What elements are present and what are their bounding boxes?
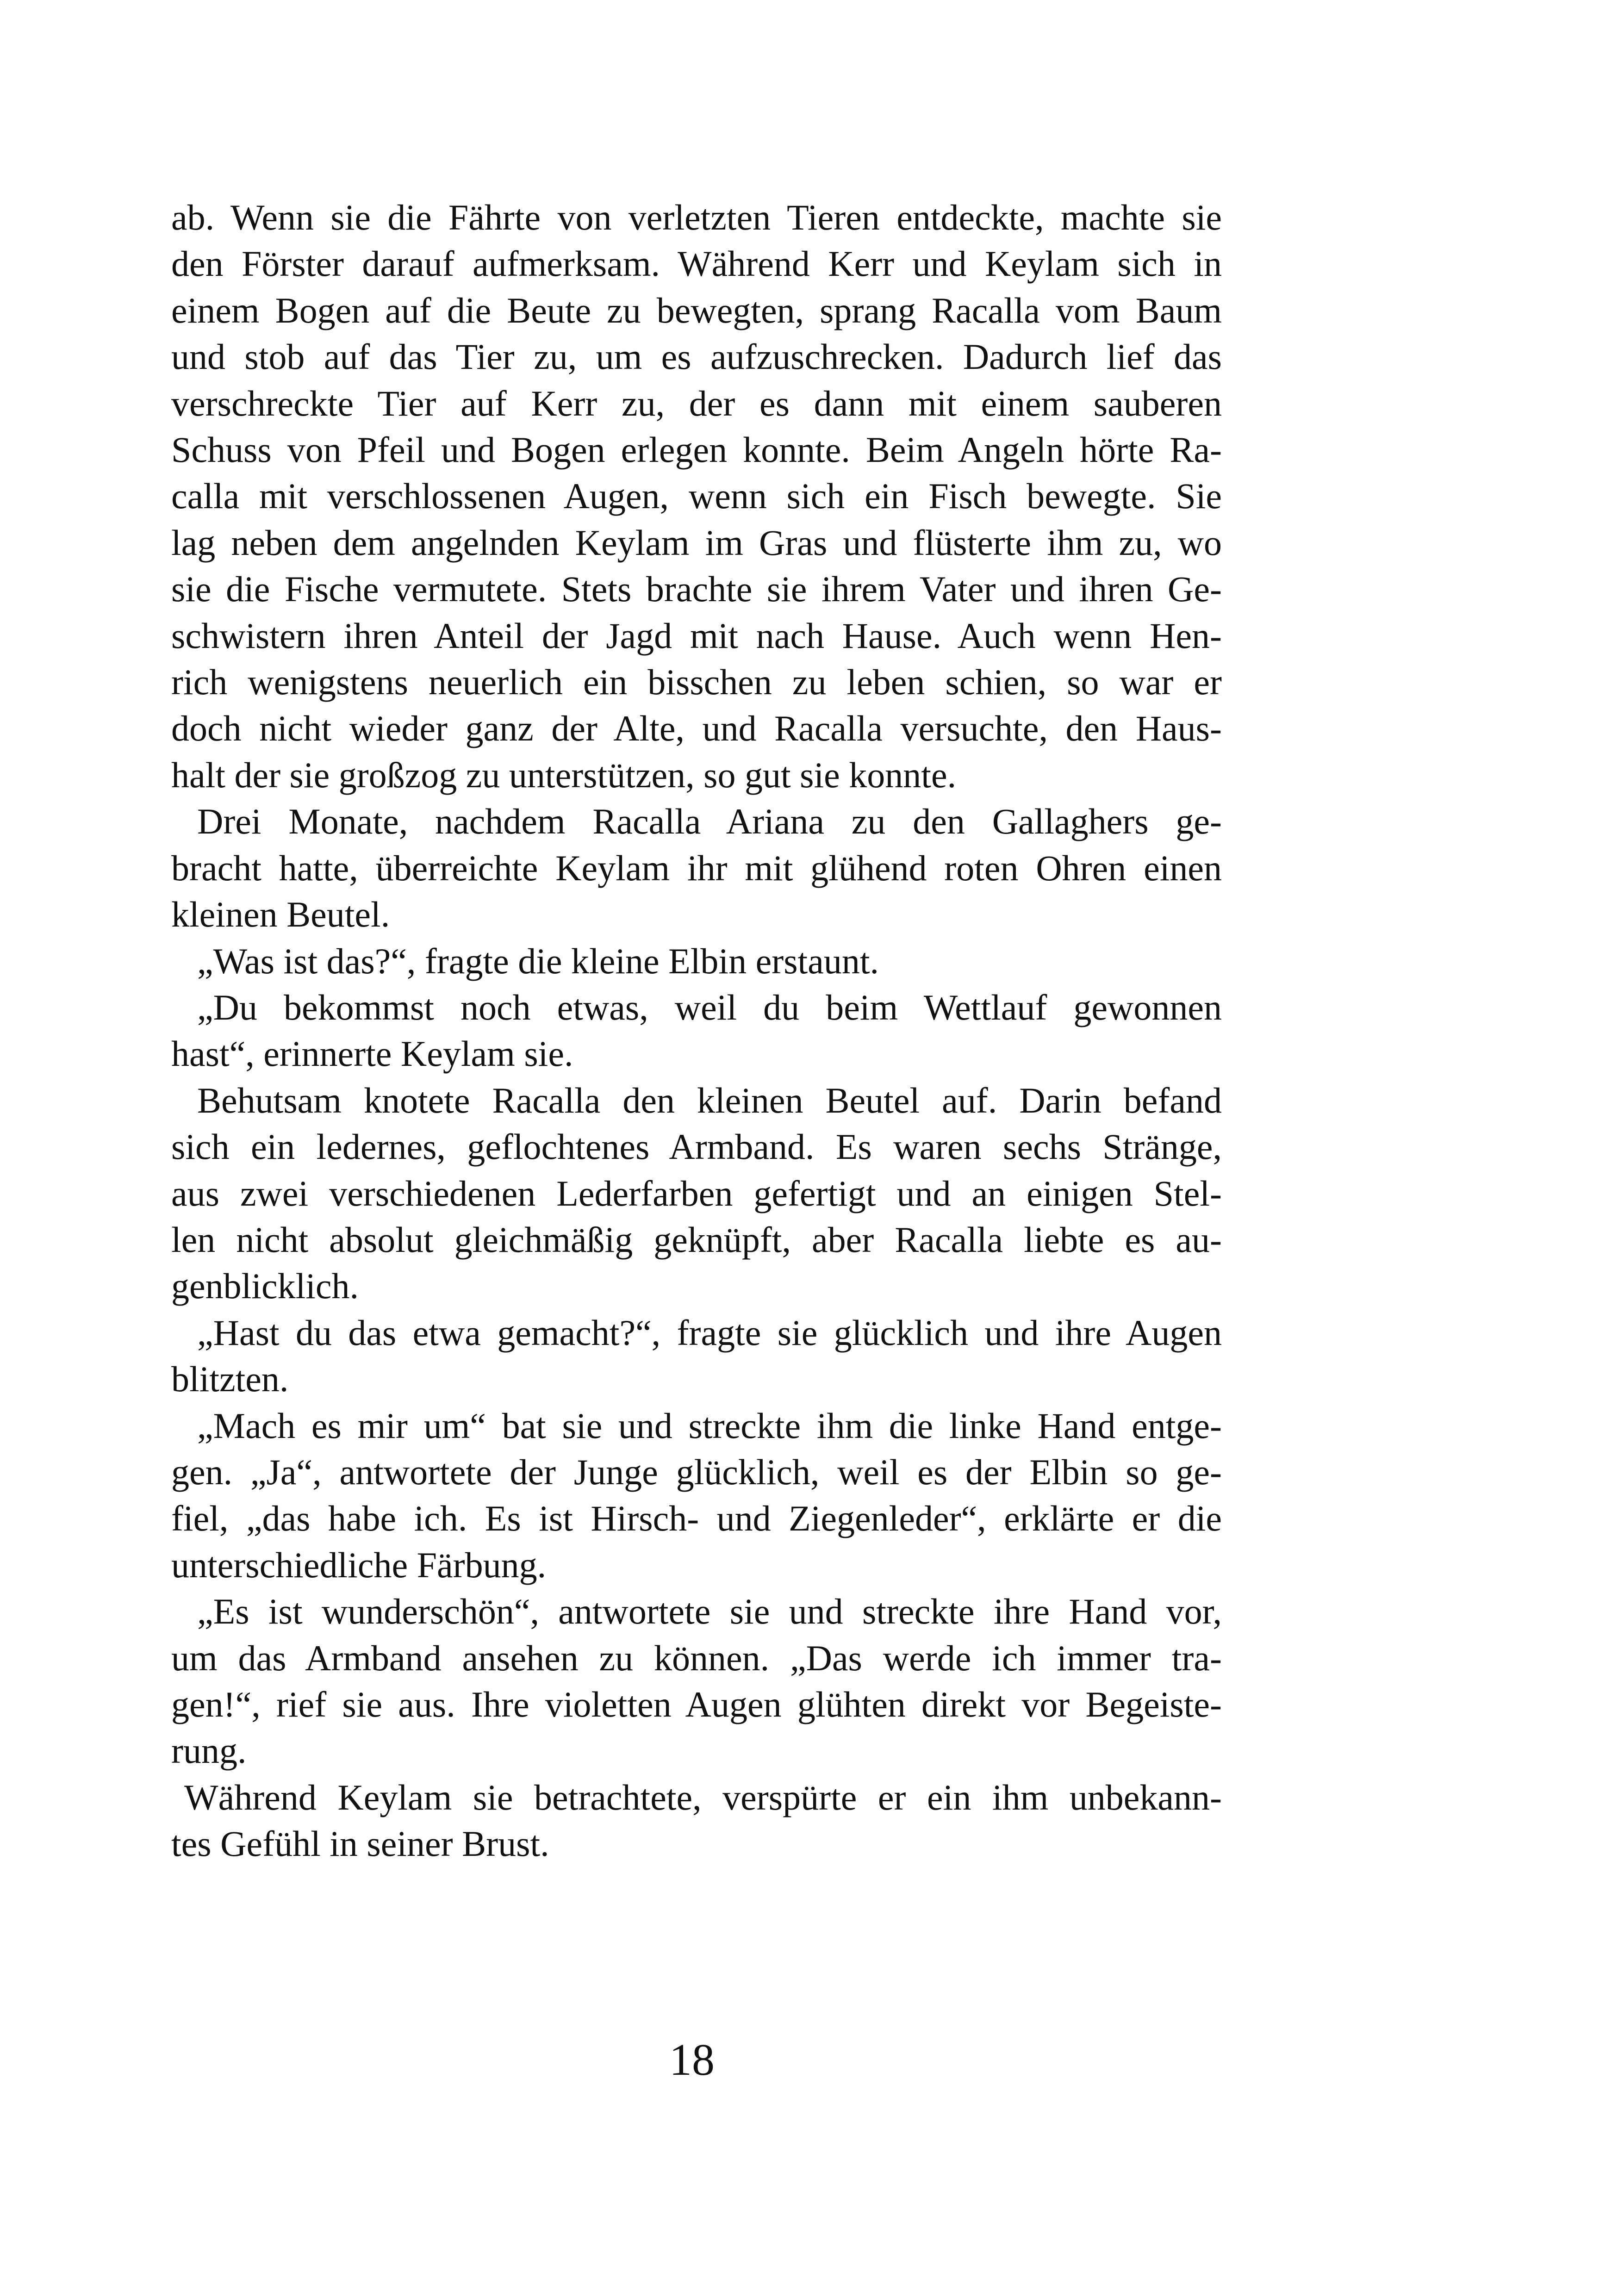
text-line: lag neben dem angelnden Keylam im Gras und flüsterte ihm zu, wo: [171, 522, 1222, 563]
text-line: unterschiedliche Färbung.: [171, 1544, 547, 1585]
text-line: tes Gefühl in seiner Brust.: [171, 1823, 549, 1864]
body-text: [171, 194, 1222, 1867]
text-line: Schuss von Pfeil und Bogen erlegen konnte. Beim Angeln hörte Ra-: [171, 429, 1222, 470]
text-line: „Was ist das?“, fragte die kleine Elbin erstaunt.: [197, 940, 879, 981]
text-line: halt der sie großzog zu unterstützen, so gut sie konnte.: [171, 754, 957, 795]
text-line: Drei Monate, nachdem Racalla Ariana zu den Gallaghers ge-: [197, 801, 1222, 842]
text-line: „Mach es mir um“ bat sie und streckte ihm die linke Hand entge-: [197, 1405, 1222, 1446]
text-line: gen. „Ja“, antwortete der Junge glücklich, weil es der Elbin so ge-: [171, 1451, 1222, 1492]
text-line: genblicklich.: [171, 1266, 359, 1307]
text-line: sich ein ledernes, geflochtenes Armband. Es waren sechs Stränge,: [171, 1126, 1222, 1167]
text-line: kleinen Beutel.: [171, 894, 390, 935]
text-line: einem Bogen auf die Beute zu bewegten, sprang Racalla vom Baum: [171, 290, 1222, 330]
text-line: um das Armband ansehen zu können. „Das werde ich immer tra-: [171, 1637, 1222, 1678]
text-line: len nicht absolut gleichmäßig geknüpft, aber Racalla liebte es au-: [171, 1219, 1222, 1260]
text-line: aus zwei verschiedenen Lederfarben gefertigt und an einigen Stel-: [171, 1173, 1222, 1213]
text-line: Während Keylam sie betrachtete, verspürte er ein ihm unbekann-: [184, 1777, 1222, 1817]
text-line: „Hast du das etwa gemacht?“, fragte sie glücklich und ihre Augen: [197, 1312, 1222, 1353]
text-line: und stob auf das Tier zu, um es aufzuschrecken. Dadurch lief das: [171, 336, 1222, 377]
paragraph: [171, 798, 1222, 938]
text-line: rung.: [171, 1730, 247, 1771]
paragraph: [171, 1077, 1222, 1310]
paragraph: [171, 194, 1222, 798]
paragraph: [171, 1588, 1222, 1774]
page-number: 18: [669, 2035, 715, 2085]
text-line: ab. Wenn sie die Fährte von verletzten Tieren entdeckte, machte sie: [171, 197, 1222, 237]
text-line: fiel, „das habe ich. Es ist Hirsch- und Ziegenleder“, erklärte er die: [171, 1498, 1222, 1539]
text-line: „Du bekommst noch etwas, weil du beim Wettlauf gewonnen: [197, 987, 1222, 1027]
text-line: rich wenigstens neuerlich ein bisschen zu leben schien, so war er: [171, 662, 1222, 703]
text-line: „Es ist wunderschön“, antwortete sie und streckte ihre Hand vor,: [197, 1591, 1222, 1632]
text-line: gen!“, rief sie aus. Ihre violetten Augen glühten direkt vor Begeiste-: [171, 1684, 1222, 1724]
paragraph: [171, 1310, 1222, 1403]
text-line: blitzten.: [171, 1359, 289, 1400]
text-line: bracht hatte, überreichte Keylam ihr mit glühend roten Ohren einen: [171, 847, 1222, 888]
paragraph: [171, 1403, 1222, 1589]
paragraph: [171, 1774, 1222, 1867]
text-line: schwistern ihren Anteil der Jagd mit nach Hause. Auch wenn Hen-: [171, 615, 1222, 656]
text-line: den Förster darauf aufmerksam. Während Kerr und Keylam sich in: [171, 243, 1222, 284]
text-line: hast“, erinnerte Keylam sie.: [171, 1033, 573, 1074]
text-line: Behutsam knotete Racalla den kleinen Beutel auf. Darin befand: [197, 1080, 1222, 1120]
text-line: verschreckte Tier auf Kerr zu, der es dann mit einem sauberen: [171, 383, 1222, 423]
text-line: calla mit verschlossenen Augen, wenn sich ein Fisch bewegte. Sie: [171, 476, 1222, 516]
paragraph: [171, 984, 1222, 1077]
text-line: sie die Fische vermutete. Stets brachte sie ihrem Vater und ihren Ge-: [171, 569, 1222, 610]
paragraph: [171, 938, 1222, 984]
text-line: doch nicht wieder ganz der Alte, und Racalla versuchte, den Haus-: [171, 708, 1222, 749]
